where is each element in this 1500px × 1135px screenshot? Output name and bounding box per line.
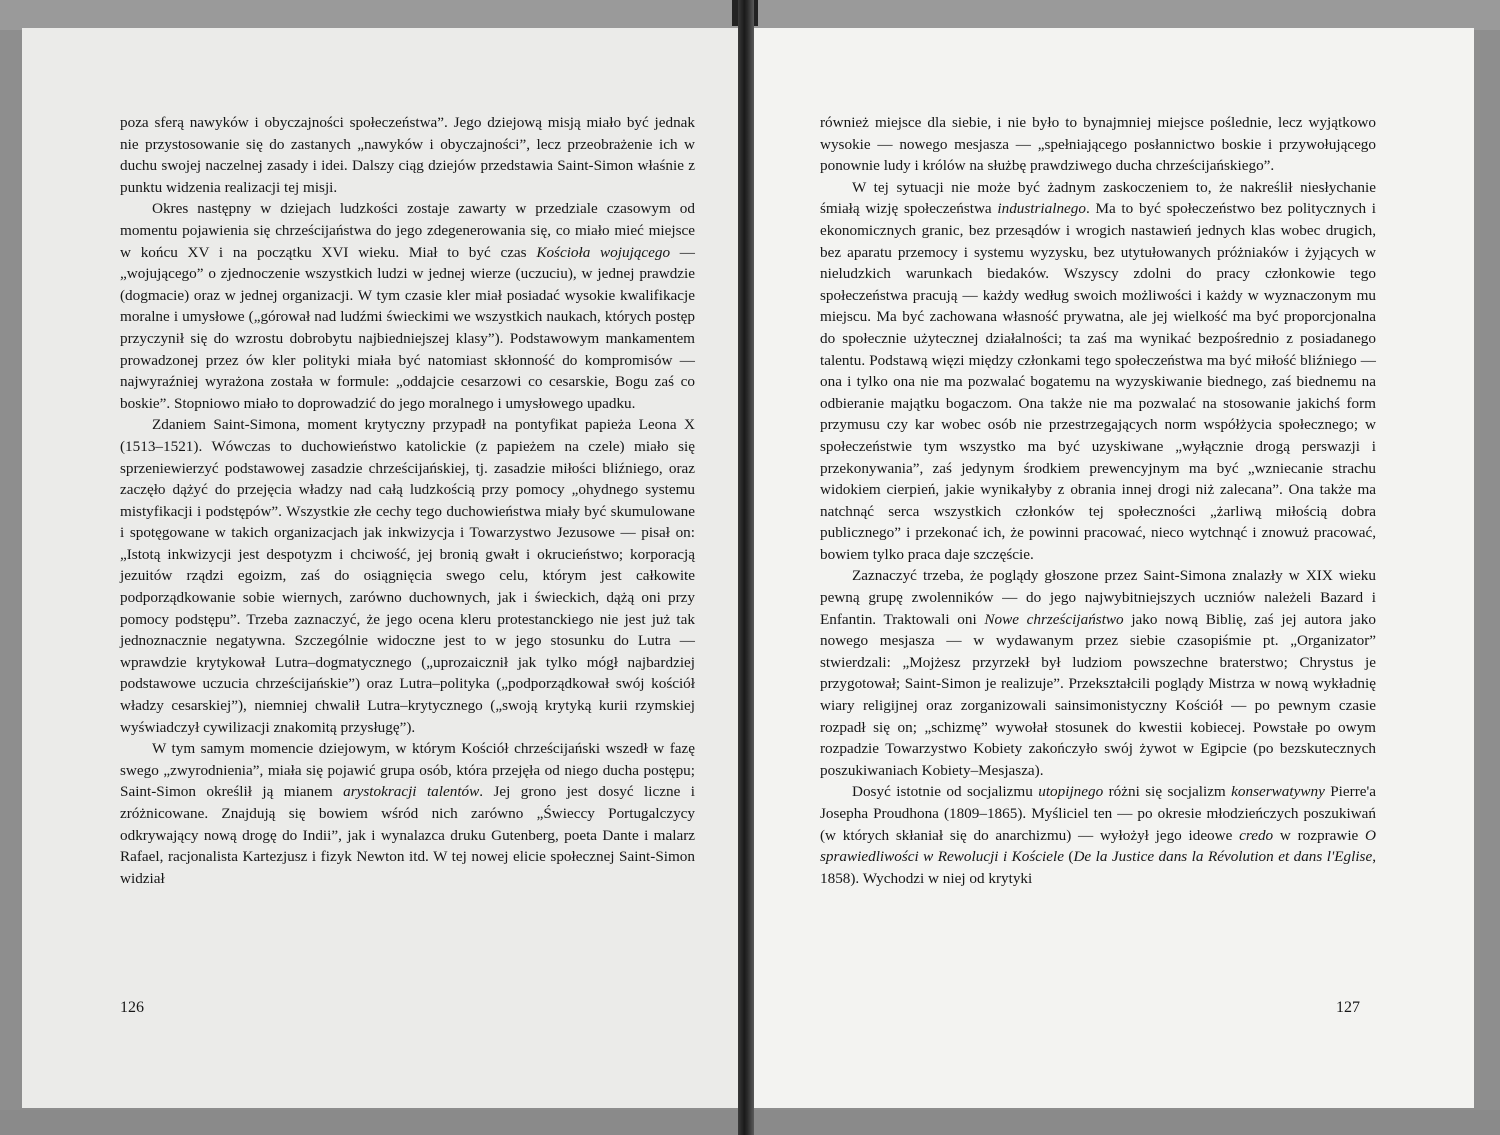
- left-page: [22, 28, 740, 1108]
- paragraph: [820, 565, 1376, 781]
- text-run: również miejsce dla siebie, i nie było to bynajmniej miejsce poślednie, lecz wyjątkowo wysokie — nowego mesjasza — „spełniającego posłannictwo boskie i przywołującego ponownie ludy i królów na służbę prawdziwego ducha chrześcijańskiego”.: [820, 114, 1376, 175]
- text-run: Zaznaczyć trzeba, że poglądy głoszone przez Saint-Simona znalazły w XIX wieku pewną grupę zwolenników — do jego najwybitniejszych uczniów należeli Bazard i Enfantin. Traktowali oni: [820, 567, 1376, 628]
- text-run: różni się socjalizm: [1103, 783, 1232, 801]
- italic-run: utopijnego: [1038, 783, 1104, 801]
- paragraph: [820, 781, 1376, 889]
- left-page-number: 126: [120, 999, 144, 1016]
- paragraph: [120, 414, 695, 738]
- paragraph: [120, 198, 695, 414]
- right-page: [752, 28, 1474, 1108]
- italic-run: arystokracji talentów: [343, 783, 480, 801]
- text-run: Dosyć istotnie od socjalizmu: [852, 783, 1039, 801]
- text-run: jako nową Biblię, zaś jej autora jako nowego mesjasza — w wydawanym przez siebie czasopiśmie pt. „Organizator” stwierdzali: „Mojżesz przyrzekł był ludziom powszechne braterstwo; Chrystus je przygotował; Saint-Simon je realizuje”. Przekształcili poglądy Mistrza w nową wykładnię wiary religijnej oraz zorganizowali sainsimonistyczny Kościół — po pewnym czasie rozpadł się on; „schizmę” wywołał stosunek do kwestii kobiecej. Powstałe po owym rozpadzie Towarzystwo Kobiety zakończyło swój żywot w Egipcie (po bezskutecznych poszukiwaniach Kobiety–Mesjasza).: [820, 610, 1376, 779]
- text-run: w rozprawie: [1273, 826, 1366, 844]
- book-gutter: [738, 0, 754, 1135]
- text-run: W tym samym momencie dziejowym, w którym Kościół chrześcijański wszedł w fazę swego „zwyrodnienia”, miała się pojawić grupa osób, która przejęła od niego ducha postępu; Saint-Simon określił ją mianem: [120, 740, 695, 801]
- text-run: — „wojującego” o zjednoczenie wszystkich ludzi w jednej wierze (uczuciu), w jednej prawdzie (dogmacie) oraz w jednej organizacji. W tym czasie kler miał posiadać wysokie kwalifikacje moralne i umysłowe („górował nad ludźmi świeckimi we wszystkich naukach, których postęp przyczynił się do wzrostu dobrobytu najbiedniejszej klasy”). Podstawowym mankamentem prowadzonej przez ów kler polityki miała być natomiast skłonność do kompromisów — najwyraźniej wyrażona została w formule: „oddajcie cesarzowi co cesarskie, Bogu zaś co boskie”. Stopniowo miało to doprowadzić do jego moralnego i umysłowego upadku.: [120, 243, 695, 412]
- italic-run: konserwatywny: [1231, 783, 1325, 801]
- text-run: Pierre'a Josepha Proudhona (1809–1865). Myśliciel ten — po okresie młodzieńczych poszukiwań (w których skłaniał się do anarchizmu) — wyłożył jego ideowe: [820, 783, 1376, 844]
- text-run: (: [1063, 848, 1074, 866]
- paragraph: [120, 738, 695, 889]
- text-run: Zdaniem Saint-Simona, moment krytyczny przypadł na pontyfikat papieża Leona X (1513–1521). Wówczas to duchowieństwo katolickie (z papieżem na czele) miało się sprzeniewierzyć podstawowej zasadzie chrześcijańskiej, tj. zasadzie miłości bliźniego, oraz zaczęło dążyć do przejęcia władzy nad całą ludzkością przy pomocy „ohydnego systemu mistyfikacji i podstępów”. Wszystkie złe cechy tego duchowieństwa miały być skumulowane i spotęgowane w takich organizacjach jak inkwizycja i Towarzystwo Jezusowe — pisał on: „Istotą inkwizycji jest despotyzm i chciwość, jej bronią gwałt i okrucieństwo; korporacją jezuitów rządzi egoizm, zaś do osiągnięcia swego celu, którym jest całkowite podporządkowanie sobie wiernych, zarówno duchownych, jak i świeckich, dążą oni przy pomocy podstępu”. Trzeba zaznaczyć, że jego ocena kleru protestanckiego nie jest już tak jednoznacznie negatywna. Szczególnie widoczne jest to w jego stosunku do Lutra — wprawdzie krytykował Lutra–dogmatycznego („uprozaicznił jak tylko mógł najbardziej podstawowe uczucia chrześcijańskie”) oraz Lutra–polityka („podporządkował swój kościół władzy cesarskiej”), niemniej chwalił Lutra–krytycznego („swoją krytyką kurii rzymskiej wyświadczył cywilizacji znakomitą przysługę”).: [120, 416, 695, 736]
- paragraph: [120, 112, 695, 198]
- left-page-text: [120, 112, 695, 889]
- text-run: W tej sytuacji nie może być żadnym zaskoczeniem to, że nakreślił niesłychanie śmiałą wizję społeczeństwa: [820, 178, 1376, 218]
- italic-run: credo: [1239, 826, 1274, 844]
- italic-run: De la Justice dans la Révolution et dans l'Eglise: [1073, 848, 1373, 866]
- text-run: poza sferą nawyków i obyczajności społeczeństwa”. Jego dziejową misją miało być jednak nie przystosowanie się do zastanych „nawyków i obyczajności”, lecz przeobrażenie ich w duchu swojej naczelnej zasady i idei. Dalszy ciąg dziejów przedstawia Saint-Simon właśnie z punktu widzenia realizacji tej misji.: [120, 114, 695, 196]
- italic-run: O sprawiedliwości w Rewolucji i Kościele: [820, 826, 1377, 866]
- text-run: Okres następny w dziejach ludzkości zostaje zawarty w przedziale czasowym od momentu pojawienia się chrześcijaństwa do jego zdegenerowania się, co miało mieć miejsce w końcu XV i na początku XVI wieku. Miał to być czas: [120, 200, 695, 261]
- text-run: . Jej grono jest dosyć liczne i zróżnicowane. Znajdują się bowiem wśród nich zarówno „Świeccy Portugalczycy odkrywający nową drogę do Indii”, jak i wynalazca druku Gutenberg, poeta Dante i malarz Rafael, racjonalista Kartezjusz i fizyk Newton itd. W tej nowej elicie społecznej Saint-Simon widział: [120, 783, 695, 887]
- right-page-number: 127: [1336, 999, 1360, 1016]
- paragraph: [820, 177, 1376, 566]
- italic-run: Nowe chrześcijaństwo: [984, 610, 1124, 628]
- right-page-text: [820, 112, 1376, 889]
- text-run: , 1858). Wychodzi w niej od krytyki: [820, 848, 1376, 887]
- text-run: . Ma to być społeczeństwo bez politycznych i ekonomicznych granic, bez przesądów i wrogich nastawień jednych klas wobec drugich, bez aparatu przemocy i systemu wyzysku, bez utytułowanych próżniaków i żyjących w nieludzkich warunkach biedaków. Wszyscy zdolni do pracy członkowie tego społeczeństwa pracują — każdy według swoich możliwości i każdy w wyznaczonym mu miejscu. Ma być zachowana własność prywatna, ale jej wielkość ma być proporcjonalna do społecznie użytecznej działalności; ta zaś ma wynikać bezpośrednio z posiadanego talentu. Podstawą więzi między członkami tego społeczeństwa ma być miłość bliźniego — ona i tylko ona nie ma pozwalać bogatemu na wyzyskiwanie biednego, zaś biednemu na odbieranie majątku bogaczom. Ona także nie ma pozwalać na stosowanie jakichś form przymusu czy kar wobec osób nie przestrzegających norm współżycia społecznego; w społeczeństwie tym wszystko ma być uzyskiwane „wyłącznie drogą perswazji i przekonywania”, zaś jedynym środkiem prewencyjnym ma być „wzniecanie strachu widokiem cierpień, jakie wynikałyby z obrania innej drogi niż zalecana”. Ona także ma natchnąć serca wszystkich członków tej społeczności „żarliwą miłością dobra publicznego” i przekonać ich, że powinni pracować, nieco wytchnąć i znowuż pracować, bowiem tylko praca daje szczęście.: [820, 200, 1377, 563]
- paragraph: [820, 112, 1376, 177]
- italic-run: industrialnego: [997, 200, 1086, 218]
- italic-run: Kościoła wojującego: [536, 243, 671, 261]
